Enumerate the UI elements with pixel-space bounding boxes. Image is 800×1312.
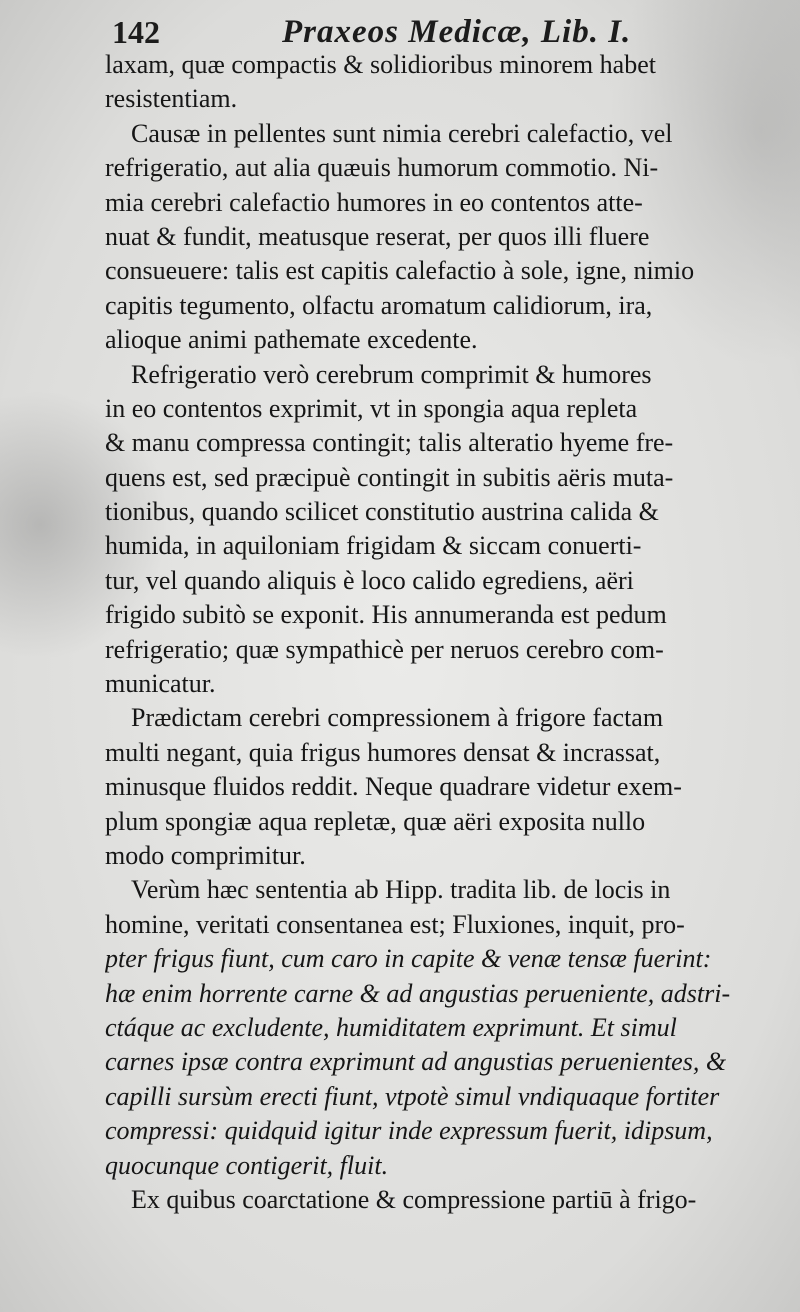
text-line: mia cerebri calefactio humores in eo contentos atte- — [105, 187, 643, 217]
text-line: Ex quibus coarctatione & compressione partiū à frigo- — [131, 1184, 697, 1214]
text-line: ctáque ac excludente, humiditatem exprimunt. Et simul — [105, 1012, 677, 1042]
text-line: pter frigus fiunt, cum caro in capite & venæ tensæ fuerint: — [105, 944, 712, 974]
text-line: minusque fluidos reddit. Neque quadrare videtur exem- — [105, 772, 682, 802]
text-line: humida, in aquiloniam frigidam & siccam conuerti- — [105, 531, 642, 561]
text-line: nuat & fundit, meatusque reserat, per quos illi fluere — [105, 221, 650, 251]
text-line: refrigeratio, aut alia quæuis humorum commotio. Ni- — [105, 153, 659, 183]
text-line: alioque animi pathemate excedente. — [105, 325, 478, 355]
text-line: frigido subitò se exponit. His annumeranda est pedum — [105, 600, 667, 630]
text-line: multi negant, quia frigus humores densat & incrassat, — [105, 737, 661, 767]
text-line: Refrigeratio verò cerebrum comprimit & humores — [131, 359, 652, 389]
page-number: 142 — [112, 14, 160, 50]
running-title: Praxeos Medicæ, Lib. I. — [282, 14, 632, 50]
body-text — [105, 48, 793, 1217]
text-line: in eo contentos exprimit, vt in spongia aqua repleta — [105, 393, 638, 423]
text-line: compressi: quidquid igitur inde expressum fuerit, idipsum, — [105, 1116, 713, 1146]
text-line: capilli sursùm erecti fiunt, vtpotè simul vndiquaque fortiter — [105, 1081, 720, 1111]
text-line: tionibus, quando scilicet constitutio austrina calida & — [105, 497, 659, 527]
text-line: & manu compressa contingit; talis alteratio hyeme fre- — [105, 428, 674, 458]
text-line: quens est, sed præcipuè contingit in subitis aëris muta- — [105, 462, 674, 492]
text-line: Causæ in pellentes sunt nimia cerebri calefactio, vel — [131, 118, 673, 148]
text-line: refrigeratio; quæ sympathicè per neruos cerebro com- — [105, 634, 664, 664]
text-line: Verùm hæc sententia ab Hipp. tradita lib. de locis in — [131, 875, 671, 905]
text-line: consueuere: talis est capitis calefactio à sole, igne, nimio — [105, 256, 695, 286]
text-line: capitis tegumento, olfactu aromatum calidiorum, ira, — [105, 290, 653, 320]
text-line: carnes ipsæ contra exprimunt ad angustias peruenientes, & — [105, 1047, 727, 1077]
text-line: homine, veritati consentanea est; Fluxiones, inquit, pro- — [105, 909, 685, 939]
text-line: resistentiam. — [105, 84, 238, 114]
text-line: municatur. — [105, 669, 216, 699]
text-line: laxam, quæ compactis & solidioribus minorem habet — [105, 50, 656, 79]
text-line: hæ enim horrente carne & ad angustias perueniente, adstri- — [105, 978, 731, 1008]
text-line: quocunque contigerit, fluit. — [105, 1150, 389, 1180]
text-line: modo comprimitur. — [105, 840, 306, 870]
text-line: Prædictam cerebri compressionem à frigore factam — [131, 703, 664, 733]
text-line: tur, vel quando aliquis è loco calido egrediens, aëri — [105, 565, 634, 595]
text-line: plum spongiæ aqua repletæ, quæ aëri exposita nullo — [105, 806, 646, 836]
